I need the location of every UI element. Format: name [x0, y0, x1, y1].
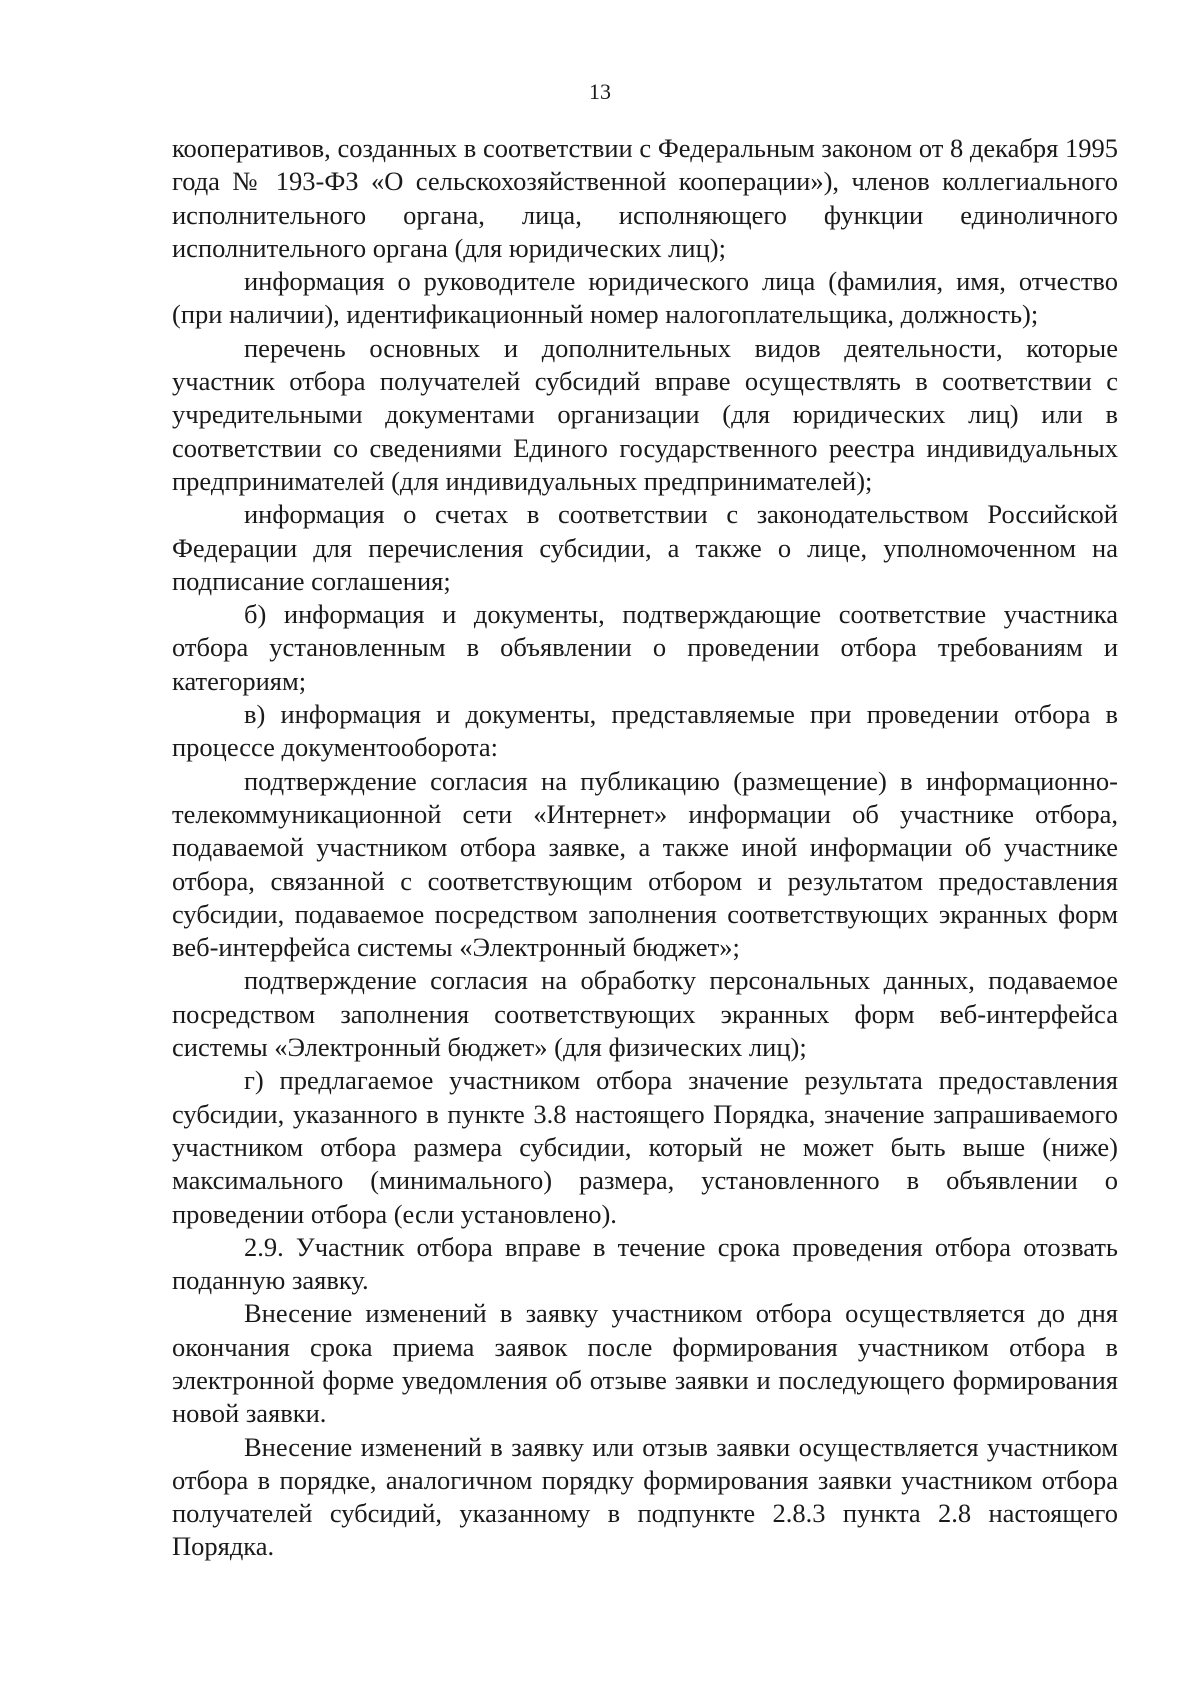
- paragraph-7: подтверждение согласия на публикацию (размещение) в информационно-телекоммуникационной сети «Интернет» информации об участнике отбора, подаваемой участником отбора заявке, а также иной информации об участнике отбора, связанной с соответствующим отбором и результатом предоставления субсидии, подаваемое посредством заполнения соответствующих экранных форм веб-интерфейса системы «Электронный бюджет»;: [172, 765, 1118, 963]
- page-number: 13: [589, 79, 611, 104]
- paragraph-1: кооперативов, созданных в соответствии с Федеральным законом от 8 декабря 1995 года № 193-ФЗ «О сельскохозяйственной кооперации»), членов коллегиального исполнительного органа, лица, исполняющего функции единоличного исполнительного органа (для юридических лиц);: [172, 133, 1118, 263]
- paragraph-2: информация о руководителе юридического лица (фамилия, имя, отчество (при наличии), идентификационный номер налогоплательщика, должность);: [172, 266, 1118, 330]
- paragraph-6: в) информация и документы, представляемые при проведении отбора в процессе документооборота:: [172, 699, 1118, 763]
- paragraph-3: перечень основных и дополнительных видов деятельности, которые участник отбора получателей субсидий вправе осуществлять в соответствии с учредительными документами организации (для юридических лиц) или в соответствии со сведениями Единого государственного реестра индивидуальных предпринимателей (для индивидуальных предпринимателей);: [172, 332, 1118, 496]
- document-body: [172, 132, 1118, 1564]
- paragraph-5: б) информация и документы, подтверждающие соответствие участника отбора установленным в объявлении о проведении отбора требованиям и категориям;: [172, 599, 1118, 696]
- paragraph-4: информация о счетах в соответствии с законодательством Российской Федерации для перечисления субсидии, а также о лице, уполномоченном на подписание соглашения;: [172, 499, 1118, 596]
- paragraph-9: г) предлагаемое участником отбора значение результата предоставления субсидии, указанного в пункте 3.8 настоящего Порядка, значение запрашиваемого участником отбора размера субсидии, который не может быть выше (ниже) максимального (минимального) размера, установленного в объявлении о проведении отбора (если установлено).: [172, 1065, 1118, 1229]
- paragraph-10: 2.9. Участник отбора вправе в течение срока проведения отбора отозвать поданную заявку.: [172, 1231, 1118, 1296]
- paragraph-12: Внесение изменений в заявку или отзыв заявки осуществляется участником отбора в порядке, аналогичном порядку формирования заявки участником отбора получателей субсидий, указанному в подпункте 2.8.3 пункта 2.8 настоящего Порядка.: [172, 1431, 1118, 1562]
- paragraph-8: подтверждение согласия на обработку персональных данных, подаваемое посредством заполнения соответствующих экранных форм веб-интерфейса системы «Электронный бюджет» (для физических лиц);: [172, 965, 1118, 1063]
- paragraph-11: Внесение изменений в заявку участником отбора осуществляется до дня окончания срока приема заявок после формирования участником отбора в электронной форме уведомления об отзыве заявки и последующего формирования новой заявки.: [172, 1298, 1118, 1429]
